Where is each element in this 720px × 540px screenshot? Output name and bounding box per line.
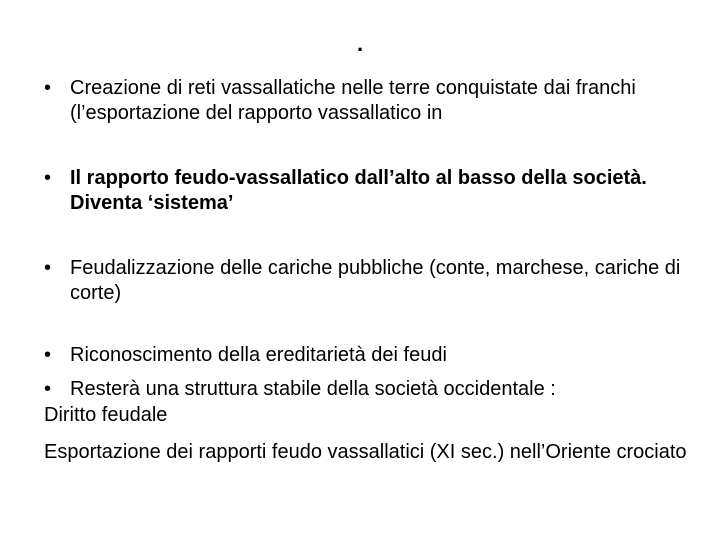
bullet-text: Resterà una struttura stabile della società occidentale : — [70, 378, 556, 400]
bullet-dot: • — [44, 257, 52, 279]
bullet-item — [44, 256, 684, 306]
bullet-dot: • — [44, 378, 52, 400]
bullet-dot: • — [44, 77, 52, 99]
body-line: Esportazione dei rapporti feudo vassallatici (XI sec.) nell’Oriente crociato — [44, 441, 687, 463]
bullet-dot: • — [44, 344, 52, 366]
bullet-text: Riconoscimento della ereditarietà dei feudi — [70, 344, 447, 366]
bullet-text: Il rapporto feudo-vassallatico dall’alto al basso della società. Diventa ‘sistema’ — [70, 167, 647, 214]
bullet-item — [44, 76, 684, 126]
bullet-item — [44, 377, 684, 402]
bullet-dot: • — [44, 167, 52, 189]
body-line: Diritto feudale — [44, 404, 168, 426]
bullet-text: Feudalizzazione delle cariche pubbliche (conte, marchese, cariche di corte) — [70, 257, 681, 304]
slide-title: . — [356, 31, 364, 56]
bullet-item — [44, 343, 684, 368]
bullet-text: Creazione di reti vassallatiche nelle terre conquistate dai franchi (l’esportazione del rapporto vassallatico in — [70, 77, 636, 124]
bullet-item — [44, 166, 684, 216]
